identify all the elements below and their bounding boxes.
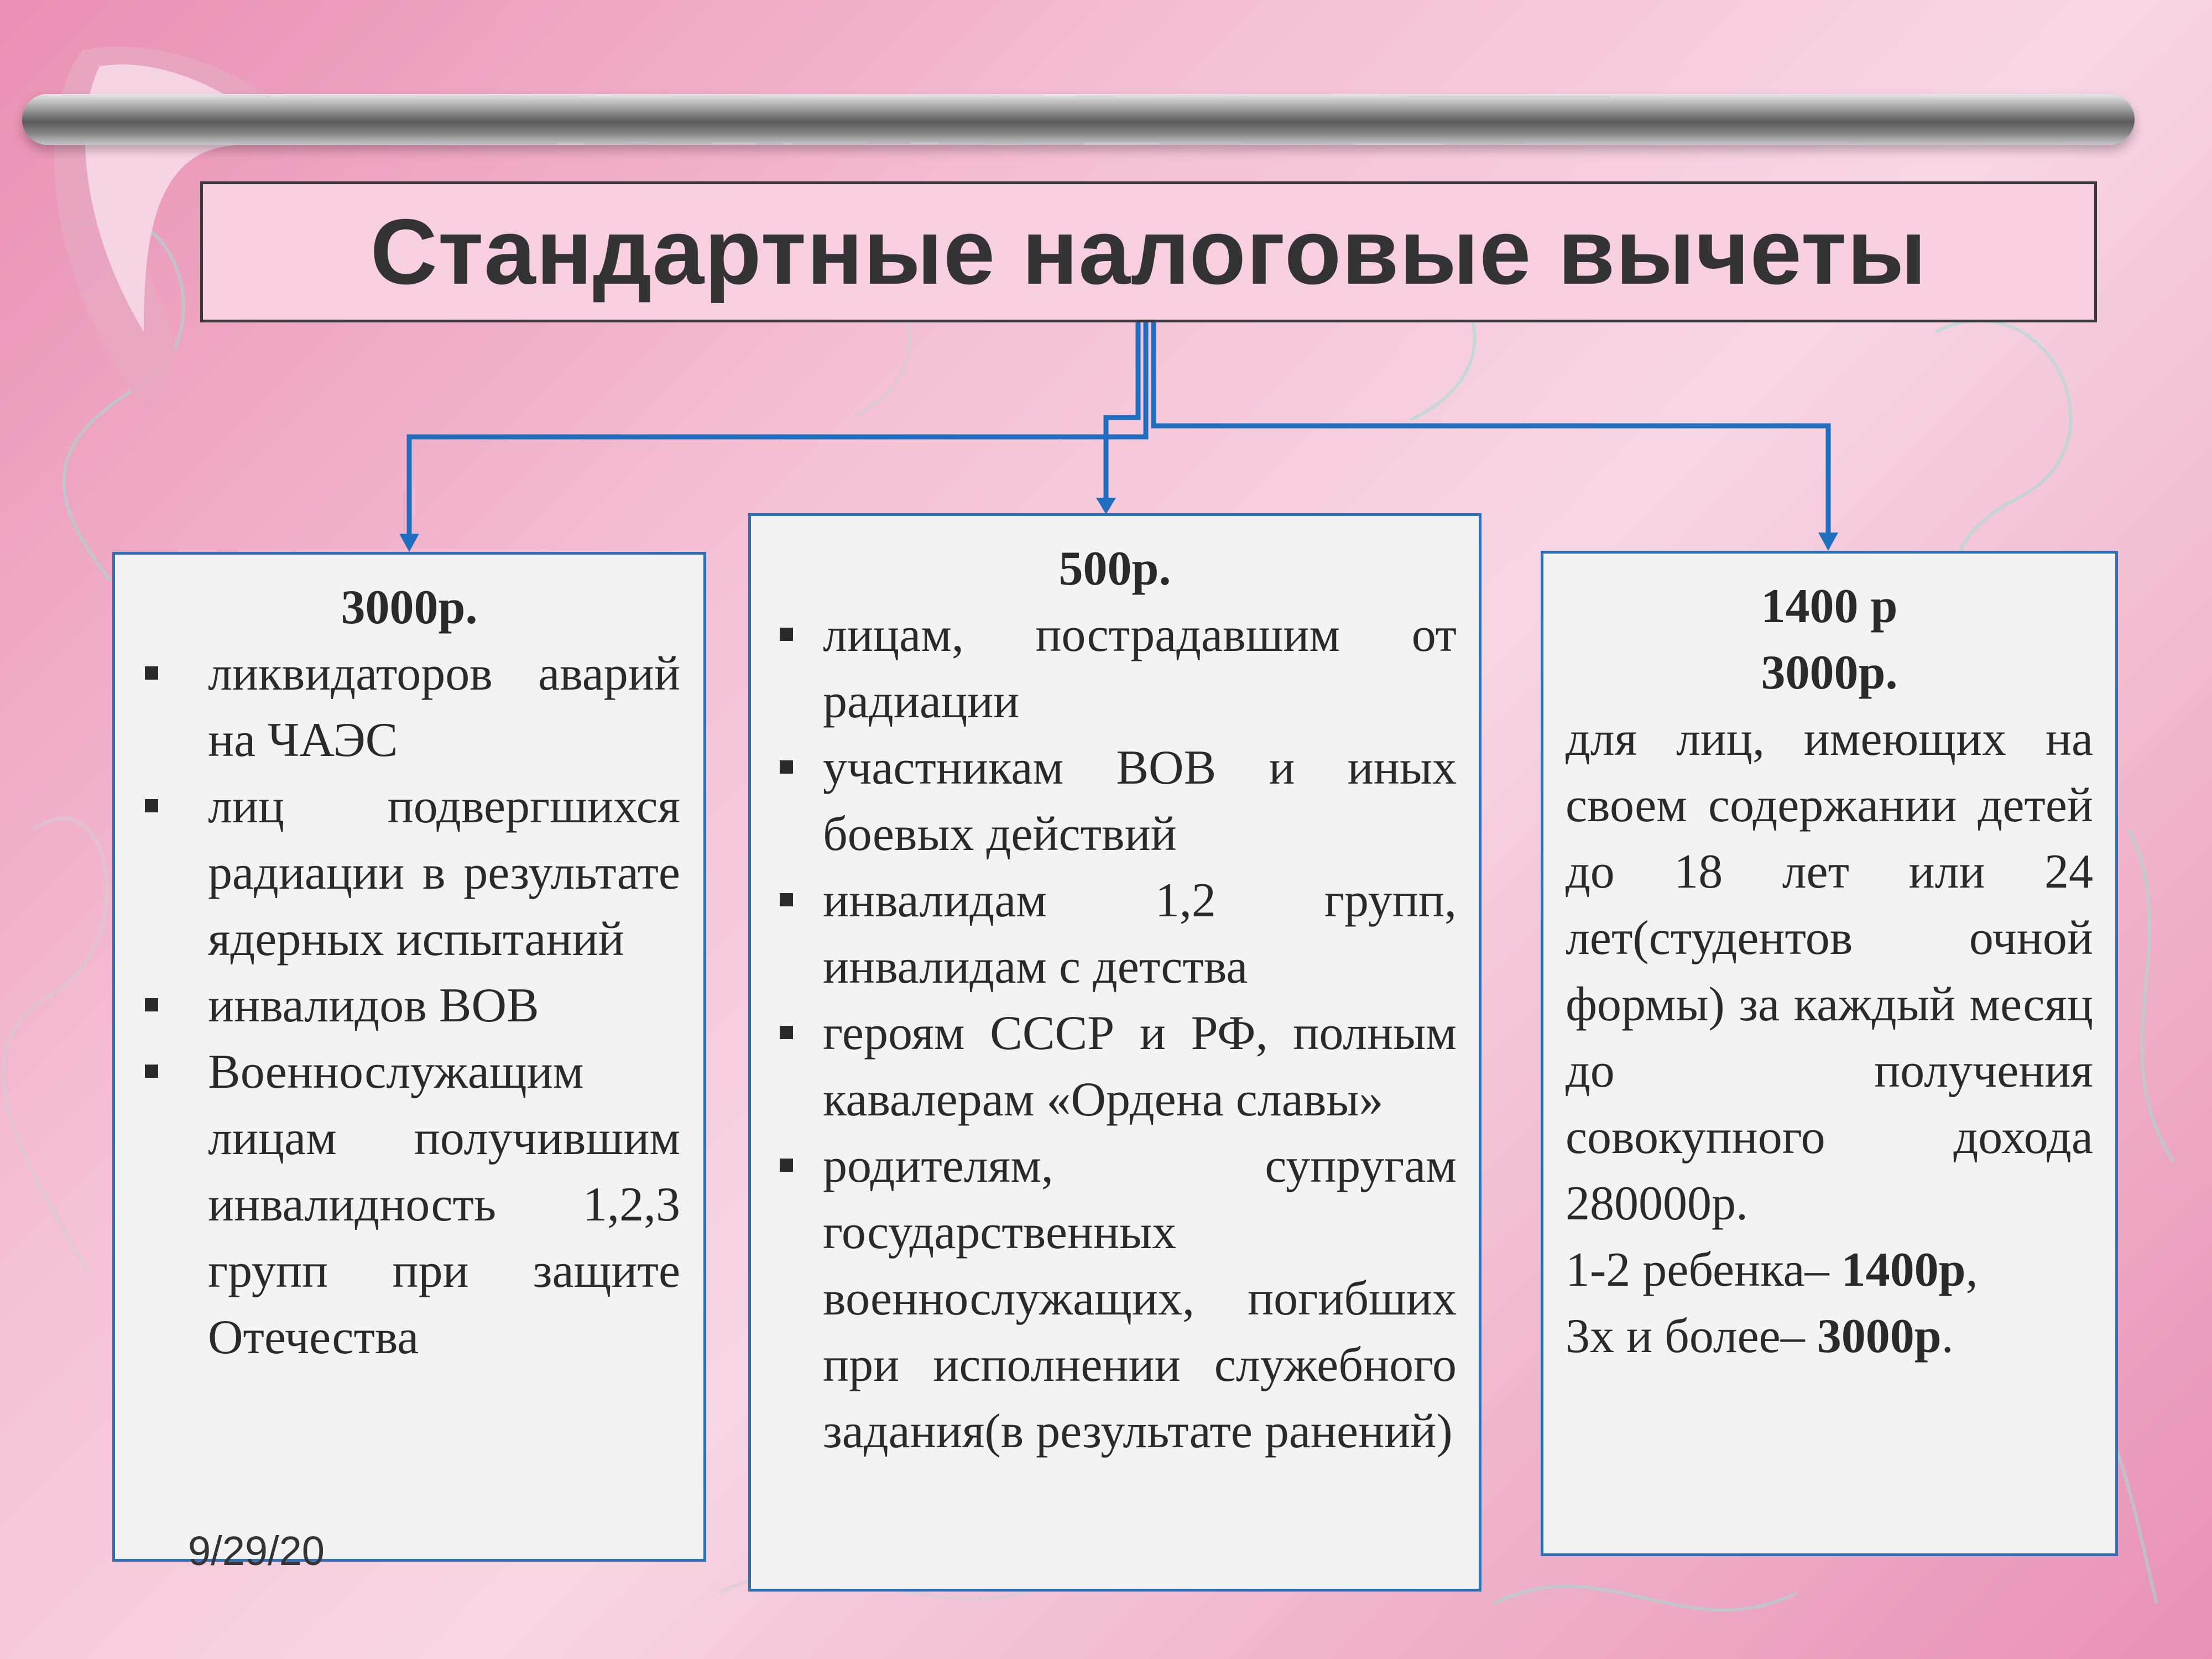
bullet-icon [145, 666, 158, 680]
bullet-icon [780, 760, 793, 774]
card-heading: 3000р. [341, 581, 478, 634]
card-heading: 500р. [1058, 542, 1171, 596]
card-heading-3000: 3000р. [1761, 646, 1898, 700]
deduction-card-3000 [112, 552, 706, 1562]
list-item: родителям, супругам государственных военнослужащих, погибших при исполнении служебного задания(в результате ранений) [773, 1133, 1457, 1465]
list-item: героям СССР и РФ, полным кавалерам «Ордена славы» [773, 1000, 1457, 1133]
bullet-icon [145, 998, 158, 1011]
card-description: для лиц, имеющих на своем содержании детей до 18 лет или 24 лет(студентов очной формы) за каждый месяц до получения совокупного дохода 280000р. [1566, 712, 2093, 1230]
list-item: инвалидов ВОВ [138, 973, 680, 1039]
bullet-icon [145, 1065, 158, 1078]
card-heading-1400: 1400 р [1761, 580, 1898, 633]
page-title: Стандартные налоговые вычеты [370, 200, 1927, 304]
list-item: лиц подвергшихся радиации в результате ядерных испытаний [138, 774, 680, 973]
beneficiary-list [773, 602, 1457, 1465]
children-rate-line-2: 3х и более– 3000р. [1566, 1310, 1954, 1363]
deduction-card-500 [748, 513, 1481, 1592]
bullet-icon [780, 1026, 793, 1039]
bullet-icon [145, 799, 158, 812]
list-item: ликвидаторов аварий на ЧАЭС [138, 641, 680, 774]
list-item: инвалидам 1,2 групп, инвалидам с детства [773, 868, 1457, 1000]
list-item: лицам, пострадавшим от радиации [773, 602, 1457, 735]
bullet-icon [780, 628, 793, 641]
beneficiary-list [138, 641, 680, 1371]
bullet-icon [780, 1159, 793, 1172]
list-item: Военнослужащим лицам получившим инвалидность 1,2,3 групп при защите Отечества [138, 1039, 680, 1371]
deduction-card-children [1541, 551, 2118, 1556]
bullet-icon [780, 893, 793, 906]
children-rate-line-1: 1-2 ребенка– 1400р, [1566, 1243, 1978, 1297]
list-item: участникам ВОВ и иных боевых действий [773, 735, 1457, 868]
slide-date: 9/29/20 [188, 1528, 325, 1574]
